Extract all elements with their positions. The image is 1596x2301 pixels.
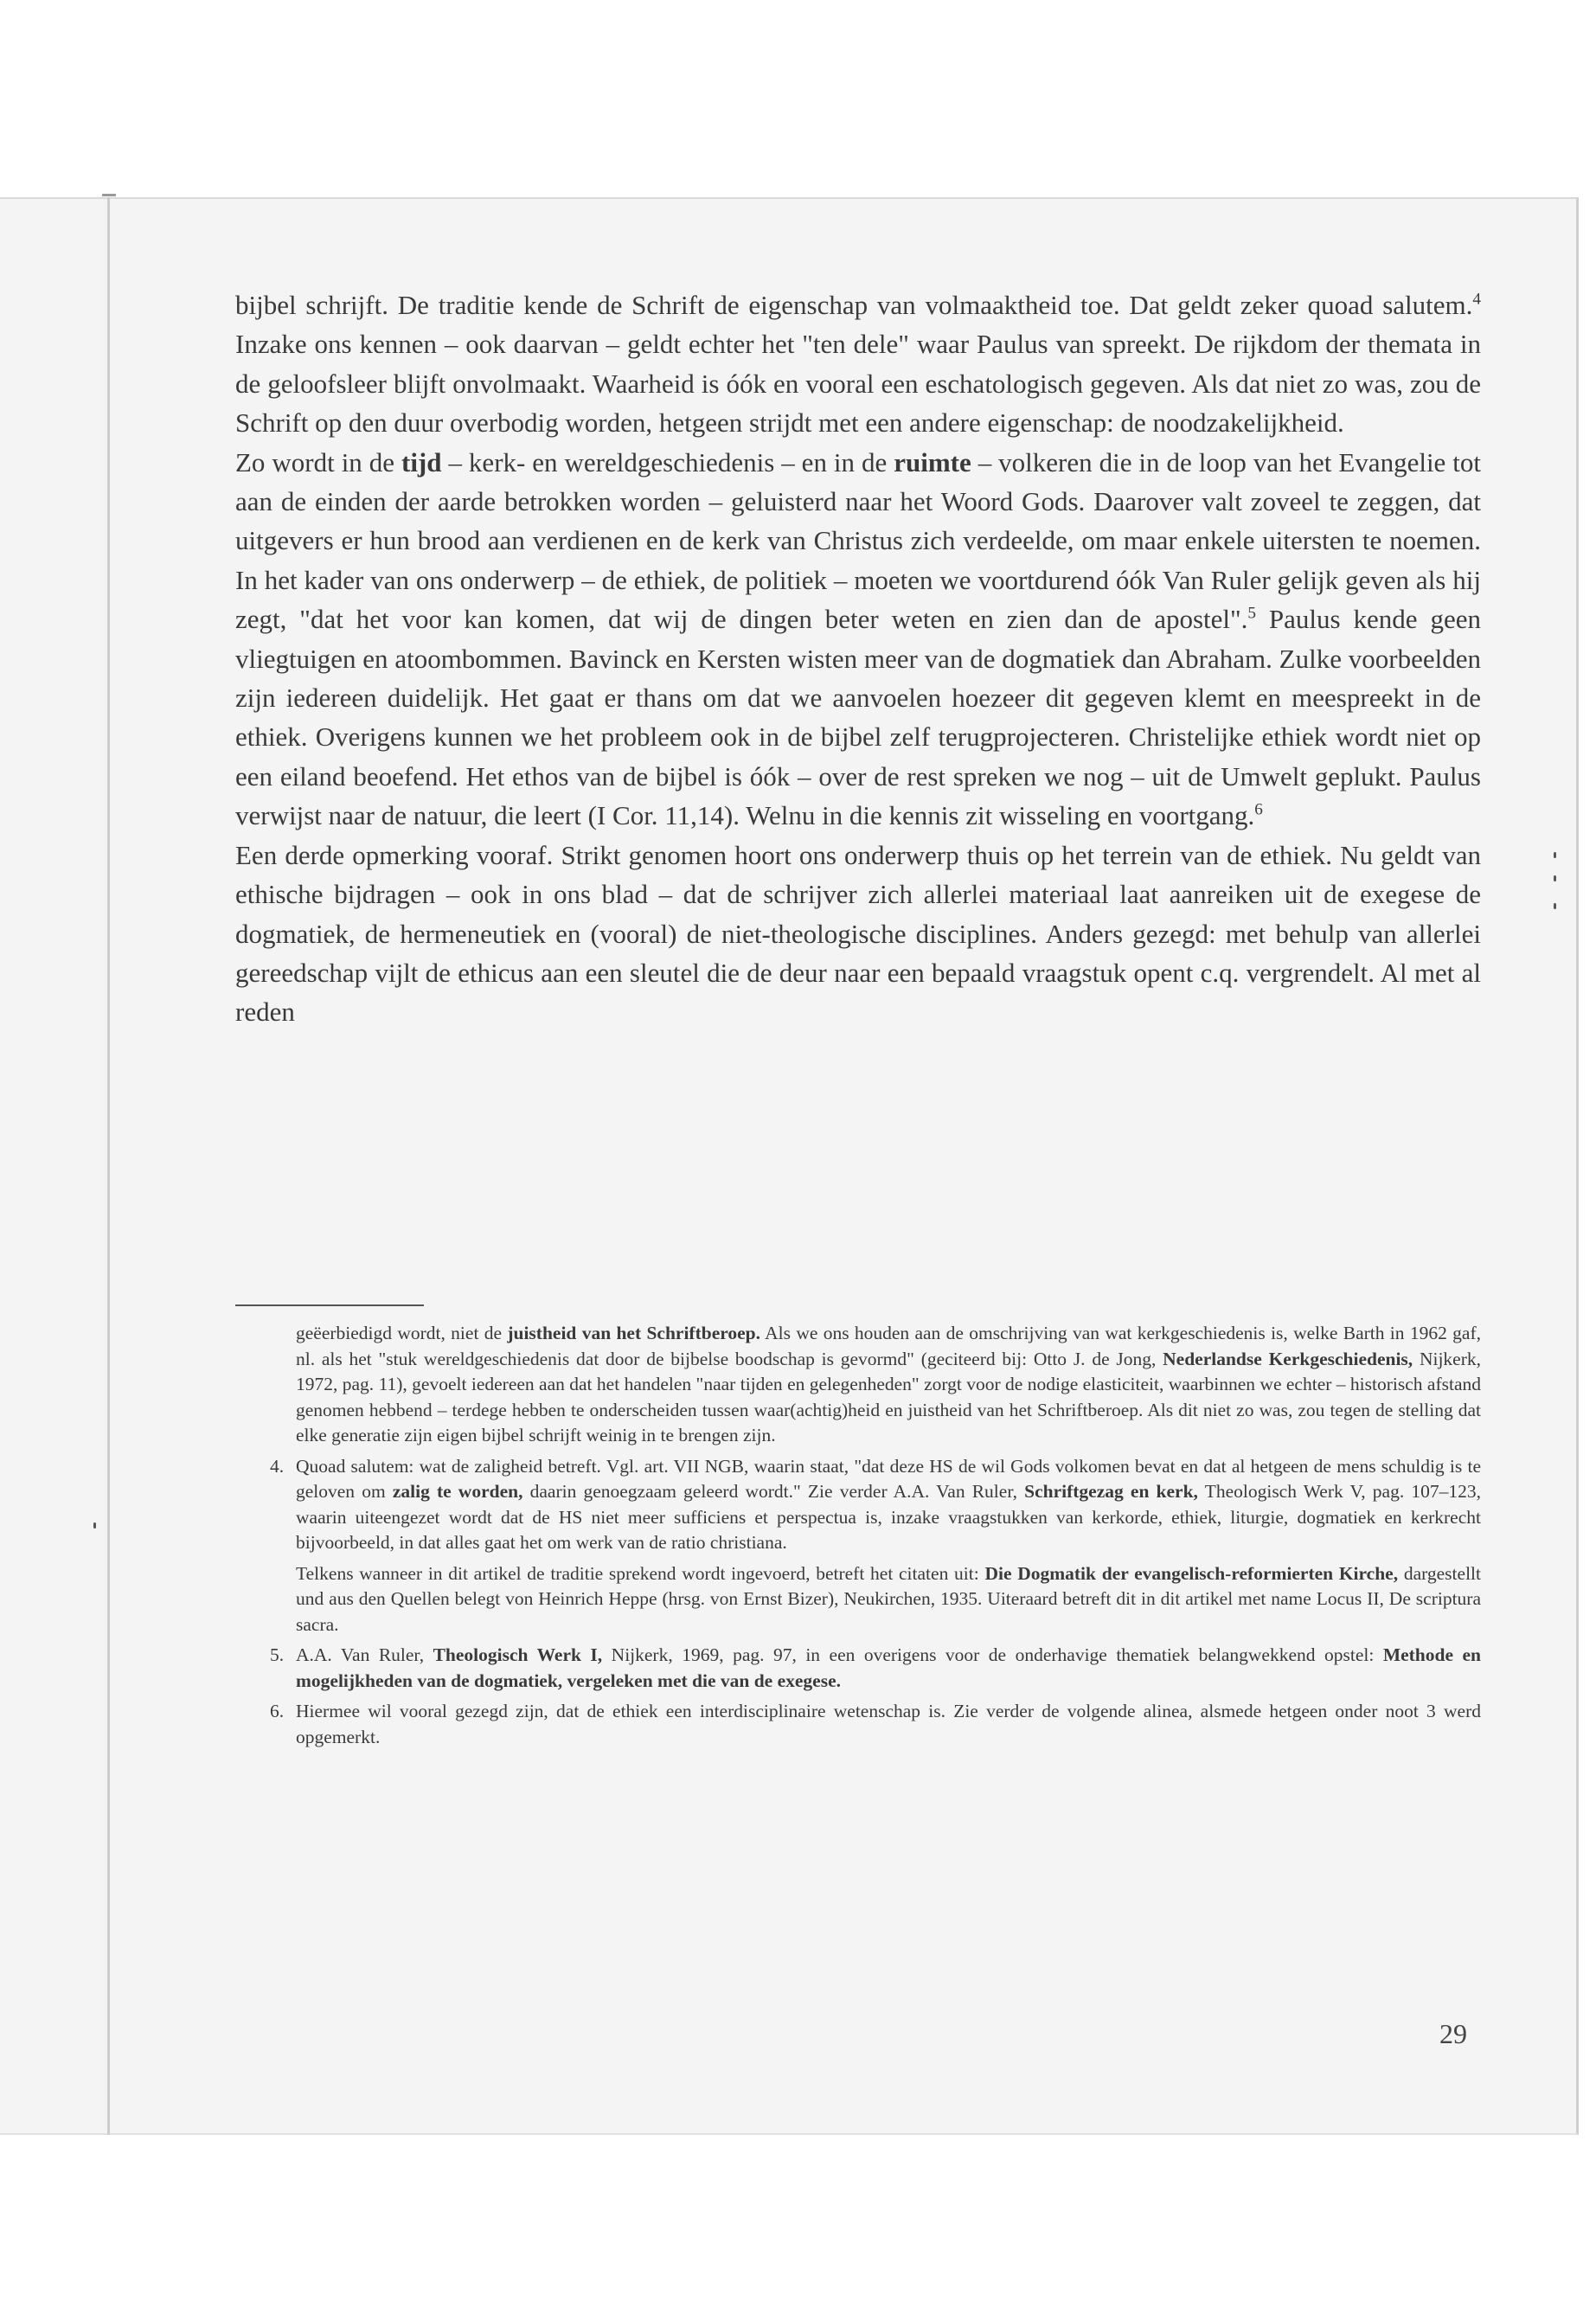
text-run: daarin genoegzaam geleerd wordt." Zie verder A.A. Van Ruler, bbox=[522, 1481, 1025, 1502]
text-run: Paulus kende geen vliegtuigen en atoombommen. Bavinck en Kersten wisten meer van de dogmatiek dan Abraham. Zulke voorbeelden zijn iedereen duidelijk. Het gaat er thans om dat we aanvoelen hoezeer dit gegeven klemt en meespreekt in de ethiek. Overigens kunnen we het probleem ook in de bijbel zelf terugprojecteren. Christelijke ethiek wordt niet op een eiland beoefend. Het ethos van de bijbel is óók – over de rest spreken we nog – uit de Umwelt geplukt. Paulus verwijst naar de natuur, die leert (I Cor. 11,14). Welnu in die kennis zit wisseling en voortgang. bbox=[235, 604, 1481, 831]
page-spine bbox=[107, 197, 110, 2135]
footnote-separator bbox=[235, 1304, 424, 1306]
footnote bbox=[270, 1643, 1481, 1694]
footnote bbox=[296, 1321, 1481, 1449]
text-run: A.A. Van Ruler, bbox=[296, 1644, 433, 1665]
emphasis-text: Die Dogmatik der evangelisch-reformierten Kirche, bbox=[984, 1562, 1399, 1584]
footnote bbox=[270, 1699, 1481, 1750]
text-run: – volkeren die in de loop van het Evangelie tot aan de einden der aarde betrokken worden – geluisterd naar het Woord Gods. Daarover valt zoveel te zeggen, dat uitgevers er hun brood aan verdienen en de kerk van Christus zich verdeelde, om maar enkele uitersten te noemen. In het kader van ons onderwerp – de ethiek, de politiek – moeten we voortdurend óók Van Ruler gelijk geven als hij zegt, "dat het voor kan komen, dat wij de dingen beter weten en zien dan de apostel". bbox=[235, 446, 1482, 635]
footnote bbox=[296, 1561, 1481, 1638]
margin-mark bbox=[1554, 903, 1556, 909]
text-run: Telkens wanneer in dit artikel de traditie sprekend wordt ingevoerd, betreft het citaten uit: bbox=[296, 1562, 985, 1584]
text-run: geëerbiedigd wordt, niet de bbox=[296, 1323, 508, 1343]
emphasis-text: zalig te worden, bbox=[392, 1481, 523, 1502]
footnote-ref: 6 bbox=[1254, 800, 1263, 819]
footnote-number: 5. bbox=[270, 1644, 285, 1665]
text-run: Als we ons houden aan de omschrijving van wat kerkgeschiedenis is, welke Barth in 1962 gaf, nl. als het "stuk wereldgeschiedenis dat door de bijbelse boodschap is gevormd" (geciteerd bij: Otto J. de Jong, bbox=[296, 1323, 1481, 1369]
page-number: 29 bbox=[1439, 2018, 1467, 2049]
footnote-ref: 4 bbox=[1472, 290, 1481, 309]
text-run: dargestellt und aus den Quellen belegt von Heinrich Heppe (hrsg. von Ernst Bizer), Neukirchen, 1935. Uiteraard betreft dit in dit artikel met name Locus II, De scriptura sacra. bbox=[296, 1562, 1481, 1635]
emphasis-text: juistheid van het Schriftberoep. bbox=[507, 1323, 761, 1343]
margin-mark bbox=[1554, 852, 1556, 858]
text-run: – kerk- en wereldgeschiedenis – en in de bbox=[441, 446, 894, 478]
footnote-number: 4. bbox=[270, 1455, 285, 1477]
emphasis-text: tijd bbox=[401, 446, 442, 478]
emphasis-text: Nederlandse Kerkgeschiedenis, bbox=[1163, 1348, 1413, 1369]
paragraph bbox=[235, 285, 1481, 443]
footnote-number: 6. bbox=[270, 1701, 285, 1721]
text-run: Hiermee wil vooral gezegd zijn, dat de ethiek een interdisciplinaire wetenschap is. Zie verder de volgende alinea, alsmede hetgeen onder noot 3 werd opgemerkt. bbox=[296, 1701, 1481, 1747]
text-run: Theologisch Werk V, pag. 107–123, waarin uiteengezet wordt dat de HS niet meer sufficiens et perspectua is, inzake vraagstukken van kerkorde, ethiek, liturgie, dogmatiek en kerkrecht bijvoorbeeld, in dat alles gaat het om werk van de ratio christiana. bbox=[296, 1481, 1481, 1553]
text-run: Quoad salutem: wat de zaligheid betreft. Vgl. art. VII NGB, waarin staat, "dat deze HS de wil Gods volkomen bevat en dat al hetgeen de mens schuldig is te geloven om bbox=[296, 1455, 1481, 1502]
text-run: Nijkerk, 1972, pag. 11), gevoelt iedereen aan dat het handelen "naar tijden en gelegenheden" zorgt voor de nodige elasticiteit, waarbinnen we echter – historisch afstand genomen hebbend – terdege hebben te onderscheiden tussen waar(achtig)heid en juistheid van het Schriftberoep. Als dit niet zo was, zou tegen de stelling dat elke generatie zijn eigen bijbel schrijft weinig in te brengen zijn. bbox=[296, 1348, 1482, 1445]
paragraph bbox=[235, 836, 1481, 1032]
text-run: Zo wordt in de bbox=[235, 446, 401, 478]
body-text bbox=[235, 285, 1481, 1032]
emphasis-text: ruimte bbox=[894, 446, 971, 478]
text-run: Nijkerk, 1969, pag. 97, in een overigens voor de onderhavige thematiek belangwekkend opstel: bbox=[602, 1644, 1383, 1665]
emphasis-text: Theologisch Werk I, bbox=[433, 1644, 603, 1665]
emphasis-text: Schriftgezag en kerk, bbox=[1024, 1481, 1198, 1502]
margin-mark bbox=[1554, 875, 1556, 881]
footnote-ref: 5 bbox=[1247, 604, 1257, 623]
paragraph bbox=[235, 443, 1481, 836]
text-run: Inzake ons kennen – ook daarvan – geldt echter het "ten dele" waar Paulus van spreekt. De rijkdom der themata in de geloofsleer blijft onvolmaakt. Waarheid is óók en vooral een eschatologisch gegeven. Als dat niet zo was, zou de Schrift op den duur overbodig worden, hetgeen strijdt met een andere eigenschap: de noodzakelijkheid. bbox=[235, 329, 1481, 439]
margin-mark bbox=[93, 1522, 96, 1529]
text-run: Een derde opmerking vooraf. Strikt genomen hoort ons onderwerp thuis op het terrein van de ethiek. Nu geldt van ethische bijdragen – ook in ons blad – dat de schrijver zich allerlei materiaal laat aanreiken uit de exegese de dogmatiek, de hermeneutiek en (vooral) de niet-theologische disciplines. Anders gezegd: met behulp van allerlei gereedschap vijlt de ethicus aan een sleutel die de deur naar een bepaald vraagstuk opent c.q. vergrendelt. Al met al reden bbox=[235, 839, 1481, 1028]
text-run: bijbel schrijft. De traditie kende de Schrift de eigenschap van volmaaktheid toe. Dat geldt zeker quoad salutem. bbox=[235, 290, 1473, 320]
footnote bbox=[270, 1454, 1481, 1556]
emphasis-text: Methode en mogelijkheden van de dogmatiek, vergeleken met die van de exegese. bbox=[296, 1644, 1481, 1691]
footnotes bbox=[270, 1321, 1482, 1750]
spine-mark bbox=[102, 194, 116, 196]
